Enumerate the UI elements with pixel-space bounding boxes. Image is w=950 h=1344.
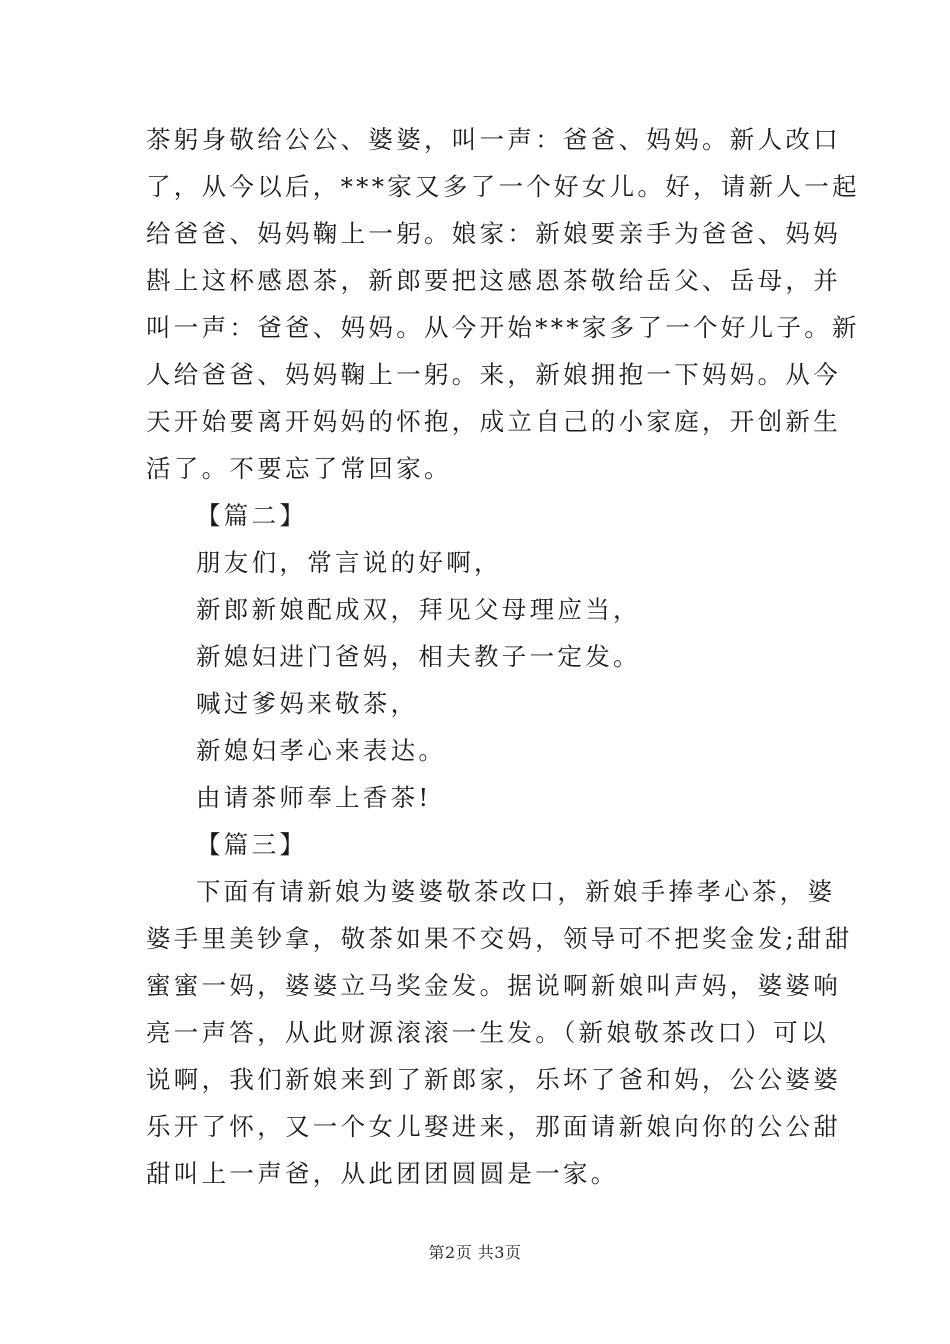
text-line: 说啊，我们新娘来到了新郎家，乐坏了爸和妈，公公婆婆	[146, 1065, 841, 1094]
section-heading: 【篇三】	[196, 830, 308, 859]
text-line: 活了。不要忘了常回家。	[146, 454, 452, 483]
text-line: 天开始要离开妈妈的怀抱，成立自己的小家庭，开创新生	[146, 407, 841, 436]
text-line: 喊过爹妈来敬茶，	[196, 689, 419, 718]
text-line: 蜜蜜一妈，婆婆立马奖金发。据说啊新娘叫声妈，婆婆响	[146, 971, 841, 1000]
page-number-footer: 第2页 共3页	[428, 1243, 522, 1262]
text-line: 由请茶师奉上香茶!	[196, 783, 432, 812]
text-line: 茶躬身敬给公公、婆婆，叫一声：爸爸、妈妈。新人改口	[146, 125, 841, 154]
text-line: 婆手里美钞拿，敬茶如果不交妈，领导可不把奖金发;甜甜	[146, 924, 853, 953]
section-heading: 【篇二】	[196, 501, 308, 530]
text-line: 新媳妇进门爸妈，相夫教子一定发。	[196, 642, 641, 671]
text-line: 新媳妇孝心来表达。	[196, 736, 447, 765]
text-line: 叫一声：爸爸、妈妈。从今开始***家多了一个好儿子。新	[146, 313, 860, 342]
text-line: 亮一声答，从此财源滚滚一生发。（新娘敬茶改口）可以	[146, 1018, 829, 1047]
text-line: 朋友们，常言说的好啊，	[196, 548, 502, 577]
text-line: 乐开了怀，又一个女儿娶进来，那面请新娘向你的公公甜	[146, 1112, 841, 1141]
text-line: 斟上这杯感恩茶，新郎要把这感恩茶敬给岳父、岳母，并	[146, 266, 841, 295]
text-line: 新郎新娘配成双，拜见父母理应当，	[196, 595, 641, 624]
text-line: 给爸爸、妈妈鞠上一躬。娘家：新娘要亲手为爸爸、妈妈	[146, 219, 841, 248]
text-line: 人给爸爸、妈妈鞠上一躬。来，新娘拥抱一下妈妈。从今	[146, 360, 841, 389]
text-line: 下面有请新娘为婆婆敬茶改口，新娘手捧孝心茶，婆	[196, 877, 836, 906]
text-line: 甜叫上一声爸，从此团团圆圆是一家。	[146, 1159, 619, 1188]
text-line: 了，从今以后，***家又多了一个好女儿。好，请新人一起	[146, 172, 860, 201]
